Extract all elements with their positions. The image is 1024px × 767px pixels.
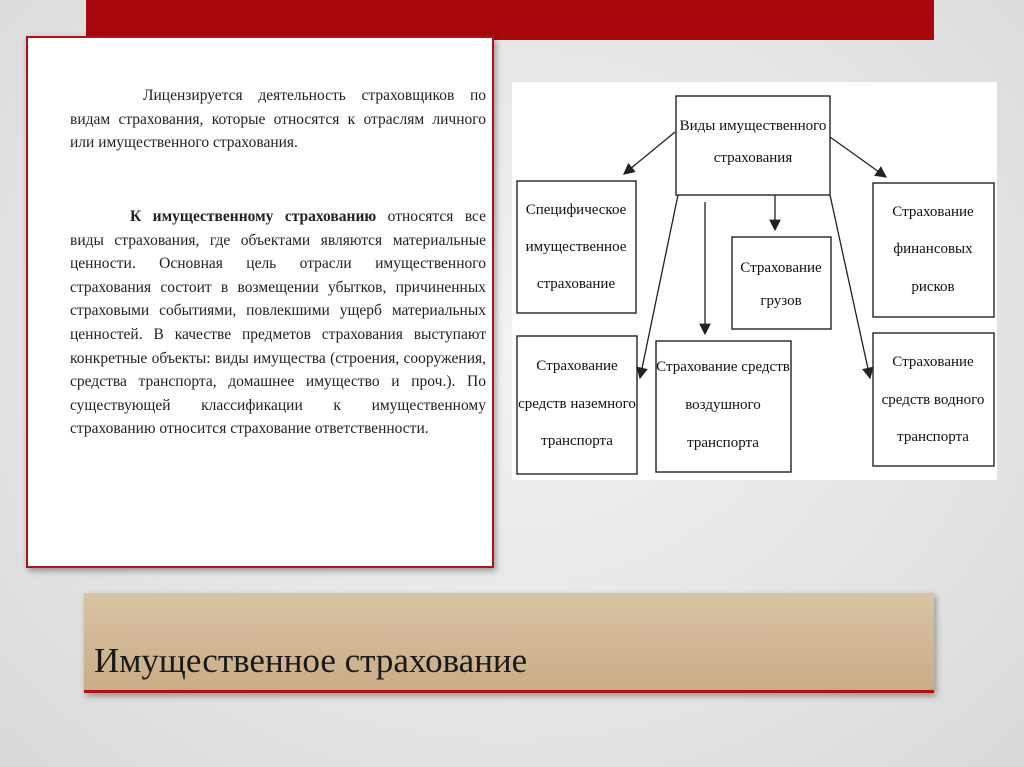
node-water-line1: Страхование [892, 354, 974, 370]
node-water-line3: транспорта [897, 429, 969, 445]
node-air-line1: Страхование средств [656, 359, 790, 375]
node-air-line2: воздушного [685, 397, 761, 413]
node-cargo-line2: грузов [760, 293, 802, 309]
paragraph-body: относятся все виды страхования, где объектами являются материальные ценности. Основная цель отрасли имущественного страхования состоит в возмещении убытков, причиненных страховыми событиями, повлекшими ущерб материальных ценностей. В качестве предметов страхования выступают конкретные объекты: виды имущества (строения, сооружения, средства транспорта, домашнее имущество и проч.). По существующей классификации к имущественному страхованию относится страхование ответственности. [70, 208, 486, 438]
insurance-types-diagram [512, 82, 997, 480]
node-specific-line1: Специфическое [525, 202, 627, 218]
node-root-line2: страхования [713, 150, 793, 166]
slide-title: Имущественное страхование [94, 641, 528, 680]
node-cargo-box [732, 237, 831, 329]
node-ground-line3: транспорта [541, 433, 613, 449]
diagram-svg [512, 82, 997, 480]
node-root-box [676, 96, 830, 195]
arrow-to-water [830, 195, 870, 378]
node-financial-line1: Страхование [892, 204, 974, 220]
node-specific-line2: имущественное [525, 239, 627, 255]
node-cargo-line1: Страхование [740, 260, 822, 276]
node-financial-line3: рисков [911, 279, 955, 295]
node-specific-line3: страхование [536, 276, 616, 292]
top-accent-bar [86, 0, 934, 40]
text-card [26, 36, 494, 568]
node-air-line3: транспорта [687, 435, 759, 451]
arrow-to-financial [830, 137, 886, 177]
node-root-line1: Виды имущественного [679, 118, 827, 134]
node-water-line2: средств водного [881, 392, 985, 408]
node-ground-line1: Страхование [536, 358, 618, 374]
node-financial-line2: финансовых [893, 241, 973, 257]
paragraph-lead: К имущественному страхованию [130, 208, 377, 225]
paragraph-property-insurance [70, 205, 486, 441]
node-ground-line2: средств наземного [518, 396, 636, 412]
title-band [84, 593, 934, 693]
arrow-to-specific [624, 132, 675, 174]
paragraph-licensing: Лицензируется деятельность страховщиков по видам страхования, которые относятся к отраслям личного или имущественного страхования. [70, 87, 486, 152]
